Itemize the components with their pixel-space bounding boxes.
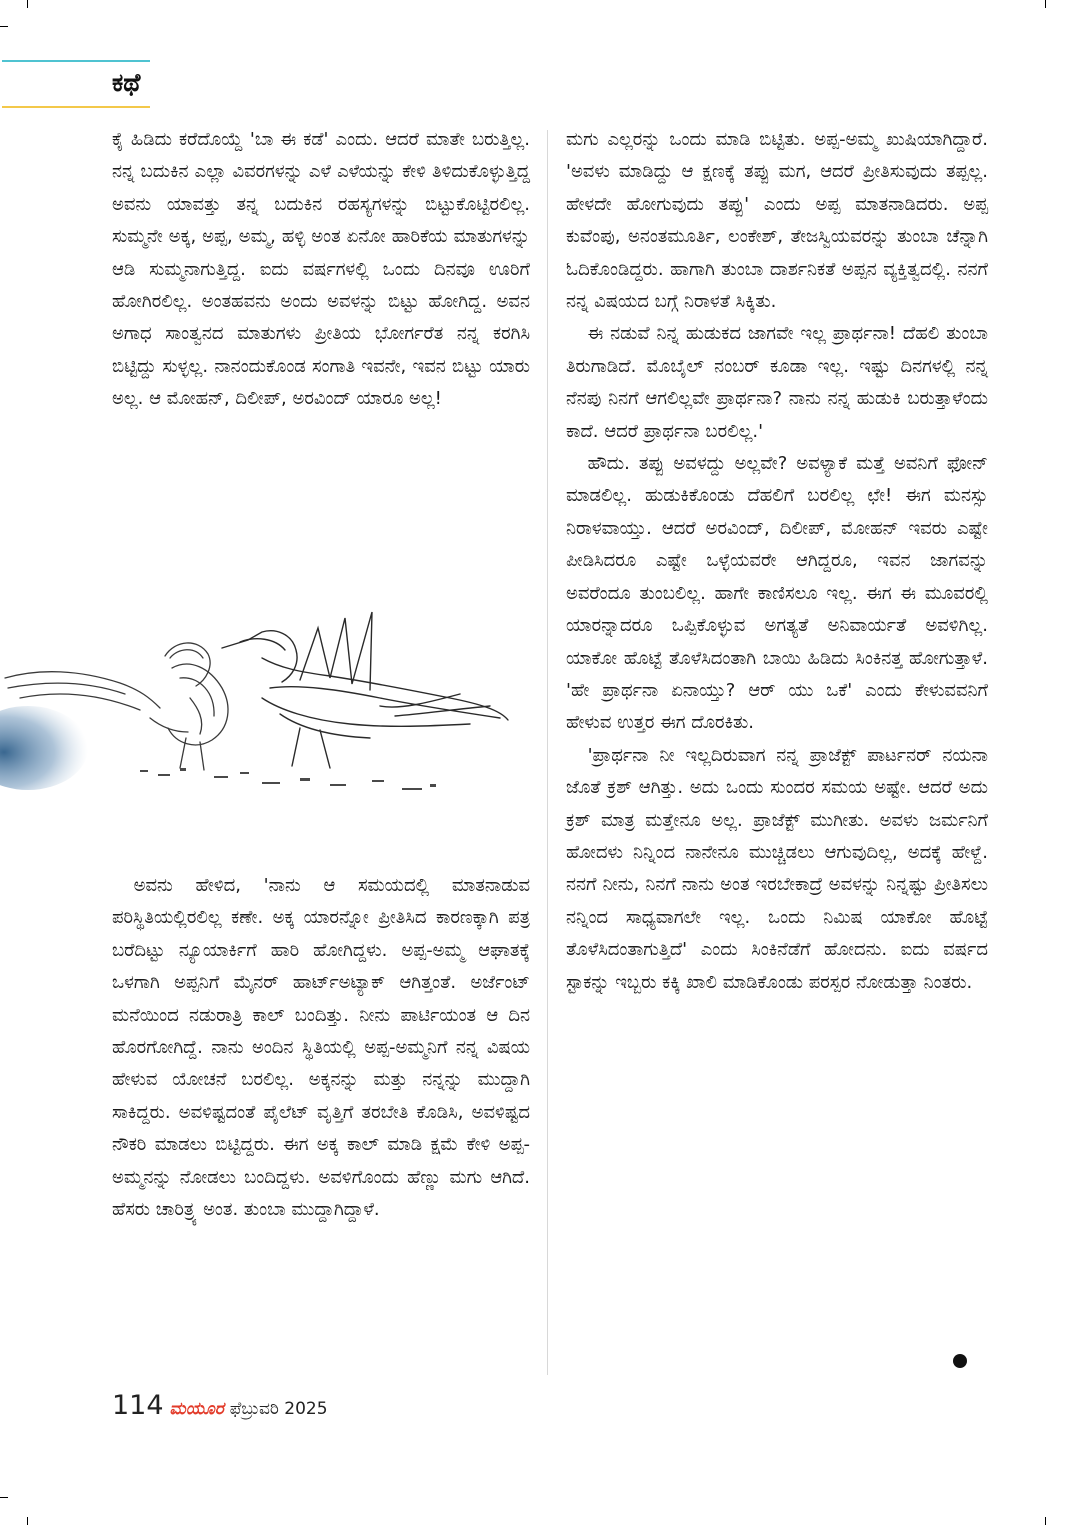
crop-mark xyxy=(1045,1517,1046,1525)
story-paragraph: ಕೈ ಹಿಡಿದು ಕರೆದೊಯ್ದೆ 'ಬಾ ಈ ಕಡೆ' ಎಂದು. ಆದರೆ ಮಾತೇ ಬರುತ್ತಿಲ್ಲ. ನನ್ನ ಬದುಕಿನ ಎಲ್ಲಾ ವಿವರಗಳನ್ನು ಎಳೆ ಎಳೆಯನ್ನು ಕೇಳಿ ತಿಳಿದುಕೊಳ್ಳುತ್ತಿದ್ದ ಅವನು ಯಾವತ್ತು ತನ್ನ ಬದುಕಿನ ರಹಸ್ಯಗಳನ್ನು ಬಿಟ್ಟುಕೊಟ್ಟಿರಲಿಲ್ಲ. ಸುಮ್ಮನೇ ಅಕ್ಕ, ಅಪ್ಪ, ಅಮ್ಮ, ಹಳ್ಳಿ ಅಂತ ಏನೋ ಹಾರಿಕೆಯ ಮಾತುಗಳನ್ನು ಆಡಿ ಸುಮ್ಮನಾಗುತ್ತಿದ್ದ. ಐದು ವರ್ಷಗಳಲ್ಲಿ ಒಂದು ದಿನವೂ ಊರಿಗೆ ಹೋಗಿರಲಿಲ್ಲ. ಅಂತಹವನು ಅಂದು ಅವಳನ್ನು ಬಿಟ್ಟು ಹೋಗಿದ್ದ. ಅವನ ಅಗಾಧ ಸಾಂತ್ವನದ ಮಾತುಗಳು ಪ್ರೀತಿಯ ಭೋರ್ಗರೆತ ನನ್ನ ಕರಗಿಸಿ ಬಿಟ್ಟಿದ್ದು ಸುಳ್ಳಲ್ಲ. ನಾನಂದುಕೊಂಡ ಸಂಗಾತಿ ಇವನೇ, ಇವನ ಬಿಟ್ಟು ಯಾರು ಅಲ್ಲ. ಆ ಮೋಹನ್, ದಿಲೀಪ್, ಅರವಿಂದ್ ಯಾರೂ ಅಲ್ಲ! xyxy=(112,129,530,410)
blue-splash-shape xyxy=(0,706,88,790)
story-paragraph: ಈ ನಡುವೆ ನಿನ್ನ ಹುಡುಕದ ಜಾಗವೇ ಇಲ್ಲ ಪ್ರಾರ್ಥನಾ! ದೆಹಲಿ ತುಂಬಾ ತಿರುಗಾಡಿದೆ. ಮೊಬೈಲ್ ನಂಬರ್ ಕೂಡಾ ಇಲ್ಲ. ಇಷ್ಟು ದಿನಗಳಲ್ಲಿ ನನ್ನ ನೆನಪು ನಿನಗೆ ಆಗಲಿಲ್ಲವೇ ಪ್ರಾರ್ಥನಾ? ನಾನು ನನ್ನ ಹುಡುಕಿ ಬರುತ್ತಾಳೆಂದು ಕಾದೆ. ಆದರೆ ಪ್ರಾರ್ಥನಾ ಬರಲಿಲ್ಲ.' xyxy=(566,323,988,442)
bird-right-shape xyxy=(222,612,508,768)
bird-sketch-illustration xyxy=(0,598,520,813)
story-end-dot xyxy=(953,1354,967,1368)
crop-mark xyxy=(27,1517,28,1525)
page-footer xyxy=(112,1390,328,1421)
issue-date: ಫೆಬ್ರುವರಿ 2025 xyxy=(229,1399,328,1419)
crop-mark xyxy=(0,1497,8,1498)
story-column-right xyxy=(566,124,988,999)
story-paragraph: ಮಗು ಎಲ್ಲರನ್ನು ಒಂದು ಮಾಡಿ ಬಿಟ್ಟಿತು. ಅಪ್ಪ-ಅಮ್ಮ ಖುಷಿಯಾಗಿದ್ದಾರೆ. 'ಅವಳು ಮಾಡಿದ್ದು ಆ ಕ್ಷಣಕ್ಕೆ ತಪ್ಪು ಮಗ, ಆದರೆ ಪ್ರೀತಿಸುವುದು ತಪ್ಪಲ್ಲ. ಹೇಳದೇ ಹೋಗುವುದು ತಪ್ಪು' ಎಂದು ಅಪ್ಪ ಮಾತನಾಡಿದರು. ಅಪ್ಪ ಕುವೆಂಪು, ಅನಂತಮೂರ್ತಿ, ಲಂಕೇಶ್, ತೇಜಸ್ವಿಯವರನ್ನು ತುಂಬಾ ಚೆನ್ನಾಗಿ ಓದಿಕೊಂಡಿದ್ದರು. ಹಾಗಾಗಿ ತುಂಬಾ ದಾರ್ಶನಿಕತೆ ಅಪ್ಪನ ವ್ಯಕ್ತಿತ್ವದಲ್ಲಿ. ನನಗೆ ನನ್ನ ವಿಷಯದ ಬಗ್ಗೆ ನಿರಾಳತೆ ಸಿಕ್ಕಿತು. xyxy=(566,129,988,313)
magazine-logo: ಮಯೂರ xyxy=(169,1399,224,1419)
page-number: 114 xyxy=(112,1390,164,1421)
crop-mark xyxy=(1045,0,1046,8)
story-paragraph: ಹೌದು. ತಪ್ಪು ಅವಳದ್ದು ಅಲ್ಲವೇ? ಅವಳ್ಯಾಕೆ ಮತ್ತೆ ಅವನಿಗೆ ಫೋನ್ ಮಾಡಲಿಲ್ಲ. ಹುಡುಕಿಕೊಂಡು ದೆಹಲಿಗೆ ಬರಲಿಲ್ಲ ಛೇ! ಈಗ ಮನಸ್ಸು ನಿರಾಳವಾಯ್ತು. ಆದರೆ ಅರವಿಂದ್, ದಿಲೀಪ್, ಮೋಹನ್ ಇವರು ಎಷ್ಟೇ ಪೀಡಿಸಿದರೂ ಎಷ್ಟೇ ಒಳ್ಳೆಯವರೇ ಆಗಿದ್ದರೂ, ಇವನ ಜಾಗವನ್ನು ಅವರೆಂದೂ ತುಂಬಲಿಲ್ಲ. ಹಾಗೇ ಕಾಣಿಸಲೂ ಇಲ್ಲ. ಈಗ ಈ ಮೂವರಲ್ಲಿ ಯಾರನ್ನಾದರೂ ಒಪ್ಪಿಕೊಳ್ಳುವ ಅಗತ್ಯತೆ ಅನಿವಾರ್ಯತೆ ಅವಳಿಗಿಲ್ಲ. ಯಾಕೋ ಹೊಟ್ಟೆ ತೊಳೆಸಿದಂತಾಗಿ ಬಾಯಿ ಹಿಡಿದು ಸಿಂಕಿನತ್ತ ಹೋಗುತ್ತಾಳೆ. 'ಹೇ ಪ್ರಾರ್ಥನಾ ಏನಾಯ್ತು? ಆರ್ ಯು ಒಕೆ' ಎಂದು ಕೇಳುವವನಿಗೆ ಹೇಳುವ ಉತ್ತರ ಈಗ ದೊರಕಿತು. xyxy=(566,453,988,734)
story-paragraph: 'ಪ್ರಾರ್ಥನಾ ನೀ ಇಲ್ಲದಿರುವಾಗ ನನ್ನ ಪ್ರಾಜೆಕ್ಟ್ ಪಾರ್ಟನರ್ ನಯನಾ ಜೊತೆ ಕ್ರಶ್ ಆಗಿತ್ತು. ಅದು ಒಂದು ಸುಂದರ ಸಮಯ ಅಷ್ಟೇ. ಆದರೆ ಅದು ಕ್ರಶ್ ಮಾತ್ರ ಮತ್ತೇನೂ ಅಲ್ಲ. ಪ್ರಾಜೆಕ್ಟ್ ಮುಗೀತು. ಅವಳು ಜರ್ಮನಿಗೆ ಹೋದಳು ನಿನ್ನಿಂದ ನಾನೇನೂ ಮುಚ್ಚಿಡಲು ಆಗುವುದಿಲ್ಲ, ಅದಕ್ಕೆ ಹೇಳ್ದೆ. ನನಗೆ ನೀನು, ನಿನಗೆ ನಾನು ಅಂತ ಇರಬೇಕಾದ್ರೆ ಅವಳನ್ನು ನಿನ್ನಷ್ಟು ಪ್ರೀತಿಸಲು ನನ್ನಿಂದ ಸಾಧ್ಯವಾಗಲೇ ಇಲ್ಲ. ಒಂದು ನಿಮಿಷ ಯಾಕೋ ಹೊಟ್ಟೆ ತೊಳೆಸಿದಂತಾಗುತ್ತಿದೆ' ಎಂದು ಸಿಂಕಿನೆಡೆಗೆ ಹೋದನು. ಐದು ವರ್ಷದ ಸ್ಟಾಕನ್ನು ಇಬ್ಬರು ಕಕ್ಕಿ ಖಾಲಿ ಮಾಡಿಕೊಂಡು ಪರಸ್ಪರ ನೋಡುತ್ತಾ ನಿಂತರು. xyxy=(566,744,988,993)
ground-marks-shape xyxy=(140,768,436,790)
header-rule-bottom xyxy=(2,106,150,108)
story-column-left-top xyxy=(112,124,530,416)
section-label: ಕಥೆ xyxy=(112,68,141,97)
story-paragraph: ಅವನು ಹೇಳಿದ, 'ನಾನು ಆ ಸಮಯದಲ್ಲಿ ಮಾತನಾಡುವ ಪರಿಸ್ಥಿತಿಯಲ್ಲಿರಲಿಲ್ಲ ಕಣೇ. ಅಕ್ಕ ಯಾರನ್ನೋ ಪ್ರೀತಿಸಿದ ಕಾರಣಕ್ಕಾಗಿ ಪತ್ರ ಬರೆದಿಟ್ಟು ನ್ಯೂಯಾರ್ಕಿಗೆ ಹಾರಿ ಹೋಗಿದ್ದಳು. ಅಪ್ಪ-ಅಮ್ಮ ಆಘಾತಕ್ಕೆ ಒಳಗಾಗಿ ಅಪ್ಪನಿಗೆ ಮೈನರ್ ಹಾರ್ಟ್‌ಅಟ್ಯಾಕ್ ಆಗಿತ್ತಂತೆ. ಅರ್ಜೆಂಟ್ ಮನೆಯಿಂದ ನಡುರಾತ್ರಿ ಕಾಲ್ ಬಂದಿತ್ತು. ನೀನು ಪಾರ್ಟಿಯಂತ ಆ ದಿನ ಹೊರಗೋಗಿದ್ದೆ. ನಾನು ಅಂದಿನ ಸ್ಥಿತಿಯಲ್ಲಿ ಅಪ್ಪ-ಅಮ್ಮನಿಗೆ ನನ್ನ ವಿಷಯ ಹೇಳುವ ಯೋಚನೆ ಬರಲಿಲ್ಲ. ಅಕ್ಕನನ್ನು ಮತ್ತು ನನ್ನನ್ನು ಮುದ್ದಾಗಿ ಸಾಕಿದ್ದರು. ಅವಳಿಷ್ಟದಂತೆ ಪೈಲೆಟ್ ವೃತ್ತಿಗೆ ತರಬೇತಿ ಕೊಡಿಸಿ, ಅವಳಿಷ್ಟದ ನೌಕರಿ ಮಾಡಲು ಬಿಟ್ಟಿದ್ದರು. ಈಗ ಅಕ್ಕ ಕಾಲ್ ಮಾಡಿ ಕ್ಷಮೆ ಕೇಳಿ ಅಪ್ಪ-ಅಮ್ಮನನ್ನು ನೋಡಲು ಬಂದಿದ್ದಳು. ಅವಳಿಗೊಂದು ಹೆಣ್ಣು ಮಗು ಆಗಿದೆ. ಹೆಸರು ಚಾರಿತ್ರ್ಯ ಅಂತ. ತುಂಬಾ ಮುದ್ದಾಗಿದ್ದಾಳೆ. xyxy=(112,875,530,1221)
header-rule-top xyxy=(2,60,150,62)
crop-mark xyxy=(0,26,8,27)
crop-mark xyxy=(27,0,28,8)
column-divider xyxy=(547,130,548,1375)
story-column-left-bottom xyxy=(112,870,530,1226)
